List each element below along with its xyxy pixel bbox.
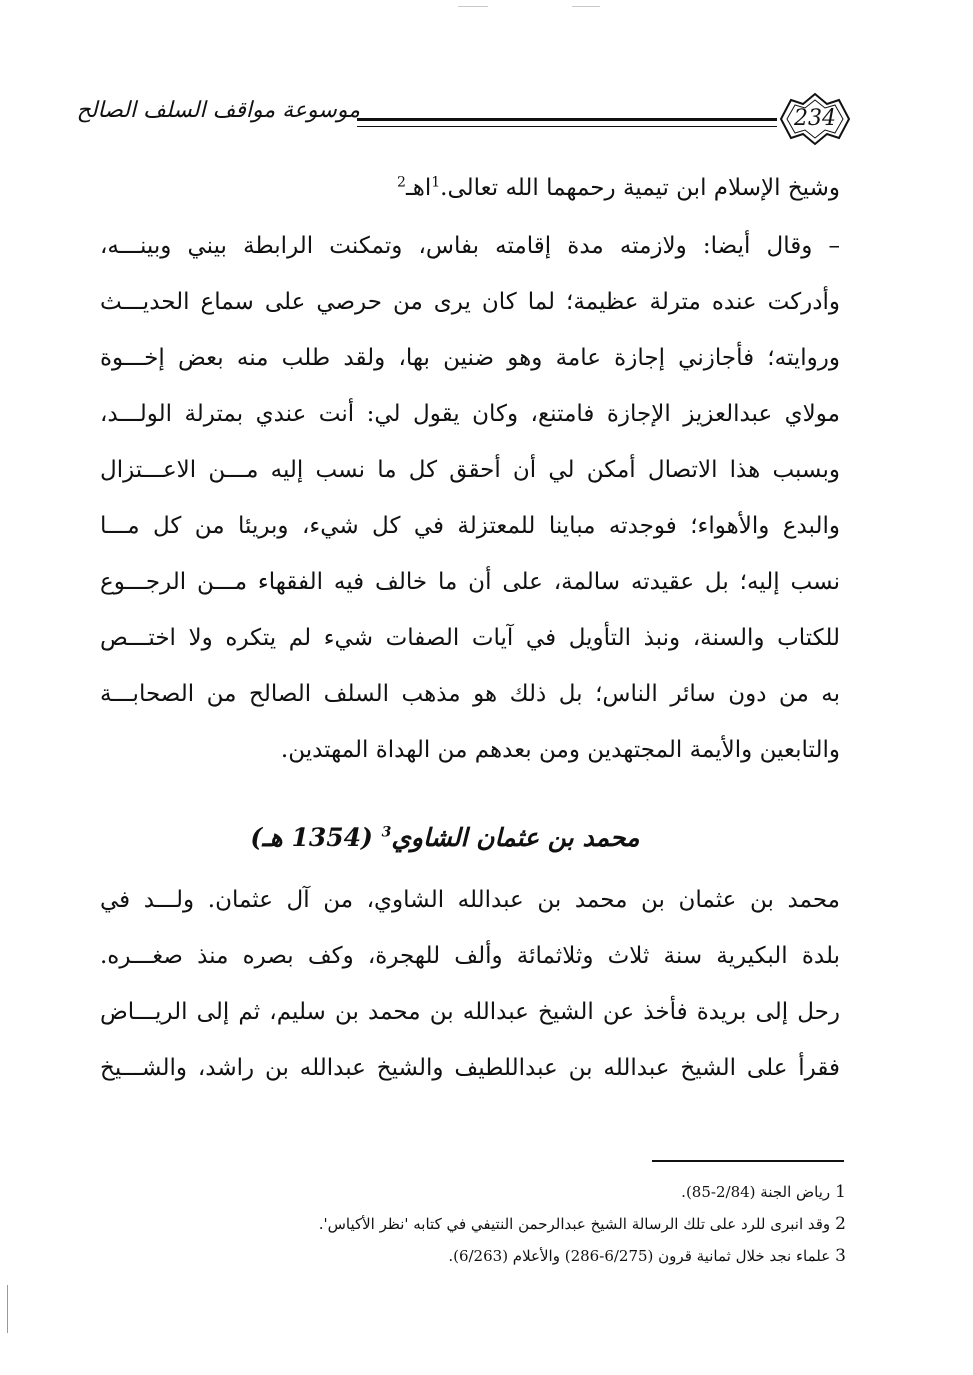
text-line: نسب إليه؛ بل عقيدته سالمة، على أن ما خالف فيه الفقهاء مـــن الرجـــوع bbox=[100, 569, 840, 595]
text-line: وروايته؛ فأجازني إجازة عامة وهو ضنين بها، ولقد طلب منه بعض إخـــوة bbox=[100, 345, 840, 371]
text-line: رحل إلى بريدة فأخذ عن الشيخ عبدالله بن محمد بن سليم، ثم إلى الريـــاض bbox=[100, 999, 840, 1025]
continued-text bbox=[100, 160, 840, 216]
page-number: 234 bbox=[794, 106, 836, 131]
footnote-ref: 1 bbox=[431, 174, 441, 191]
text-line: وأدركت عنده مترلة عظيمة؛ لما كان يرى من حرصي على سماع الحديـــث bbox=[100, 289, 840, 315]
footnote: 3علماء نجد خلال ثمانية قرون (6/275-286) والأعلام (6/263). bbox=[448, 1246, 846, 1266]
page-header bbox=[76, 92, 857, 152]
footnote-ref: 2 bbox=[397, 174, 406, 191]
heading-name: محمد بن عثمان الشاوي bbox=[391, 823, 640, 852]
text-line: – وقال أيضا: ولازمته مدة إقامته بفاس، وتمكنت الرابطة بيني وبينـــه، bbox=[100, 233, 840, 259]
footnotes bbox=[300, 1176, 846, 1272]
text-line: مولاي عبدالعزيز الإجازة فامتنع، وكان يقول لي: أنت عندي بمترلة الولـــد، bbox=[100, 401, 840, 427]
top-scan-mark bbox=[458, 6, 488, 7]
header-rule bbox=[357, 118, 777, 127]
footnote: 1رياض الجنة (2/84-85). bbox=[681, 1182, 846, 1202]
text-line: وشيخ الإسلام ابن تيمية رحمهما الله تعالى.$^1$اهـ$^2$ bbox=[397, 174, 840, 201]
text-line: والبدع والأهواء؛ فوجدته مباينا للمعتزلة في كل شيء، وبريئا من كل مـــا bbox=[100, 513, 840, 539]
paragraph-2 bbox=[100, 872, 840, 1096]
footnote-separator bbox=[652, 1160, 844, 1162]
scan-edge-mark bbox=[7, 1285, 8, 1333]
text-line: للكتاب والسنة، ونبذ التأويل في آيات الصفات شيء لم يتكره ولا اختـــص bbox=[100, 625, 840, 651]
footnote-ref: 3 bbox=[381, 824, 392, 841]
text-line: بلدة البكيرية سنة ثلاث وثلاثمائة وألف للهجرة، وكف بصره منذ صغـــره. bbox=[100, 943, 840, 969]
page-number-badge bbox=[773, 92, 857, 146]
text-line: والتابعين والأيمة المجتهدين ومن بعدهم من الهداة المهتدين. bbox=[280, 737, 840, 763]
heading-year: (1354 هـ) bbox=[250, 823, 373, 852]
top-scan-mark bbox=[572, 6, 600, 7]
text-line: فقرأ على الشيخ عبدالله بن عبداللطيف والشيخ عبدالله بن راشد، والشـــيخ bbox=[100, 1055, 840, 1081]
text-line: به من دون سائر الناس؛ بل ذلك هو مذهب السلف الصالح من الصحابـــة bbox=[100, 681, 840, 707]
paragraph-1 bbox=[100, 218, 840, 778]
footnote: 2وقد انبرى للرد على تلك الرسالة الشيخ عبدالرحمن النتيفي في كتابه 'نظر الأكياس'. bbox=[318, 1214, 846, 1234]
series-title: موسوعة مواقف السلف الصالح bbox=[76, 98, 360, 123]
text-line: وبسبب هذا الاتصال أمكن لي أن أحقق كل ما نسب إليه مـــن الاعـــتزال bbox=[100, 457, 840, 483]
section-heading bbox=[240, 813, 650, 863]
text-line: محمد بن عثمان بن محمد بن عبدالله الشاوي، من آل عثمان. ولـــد في bbox=[100, 887, 840, 913]
